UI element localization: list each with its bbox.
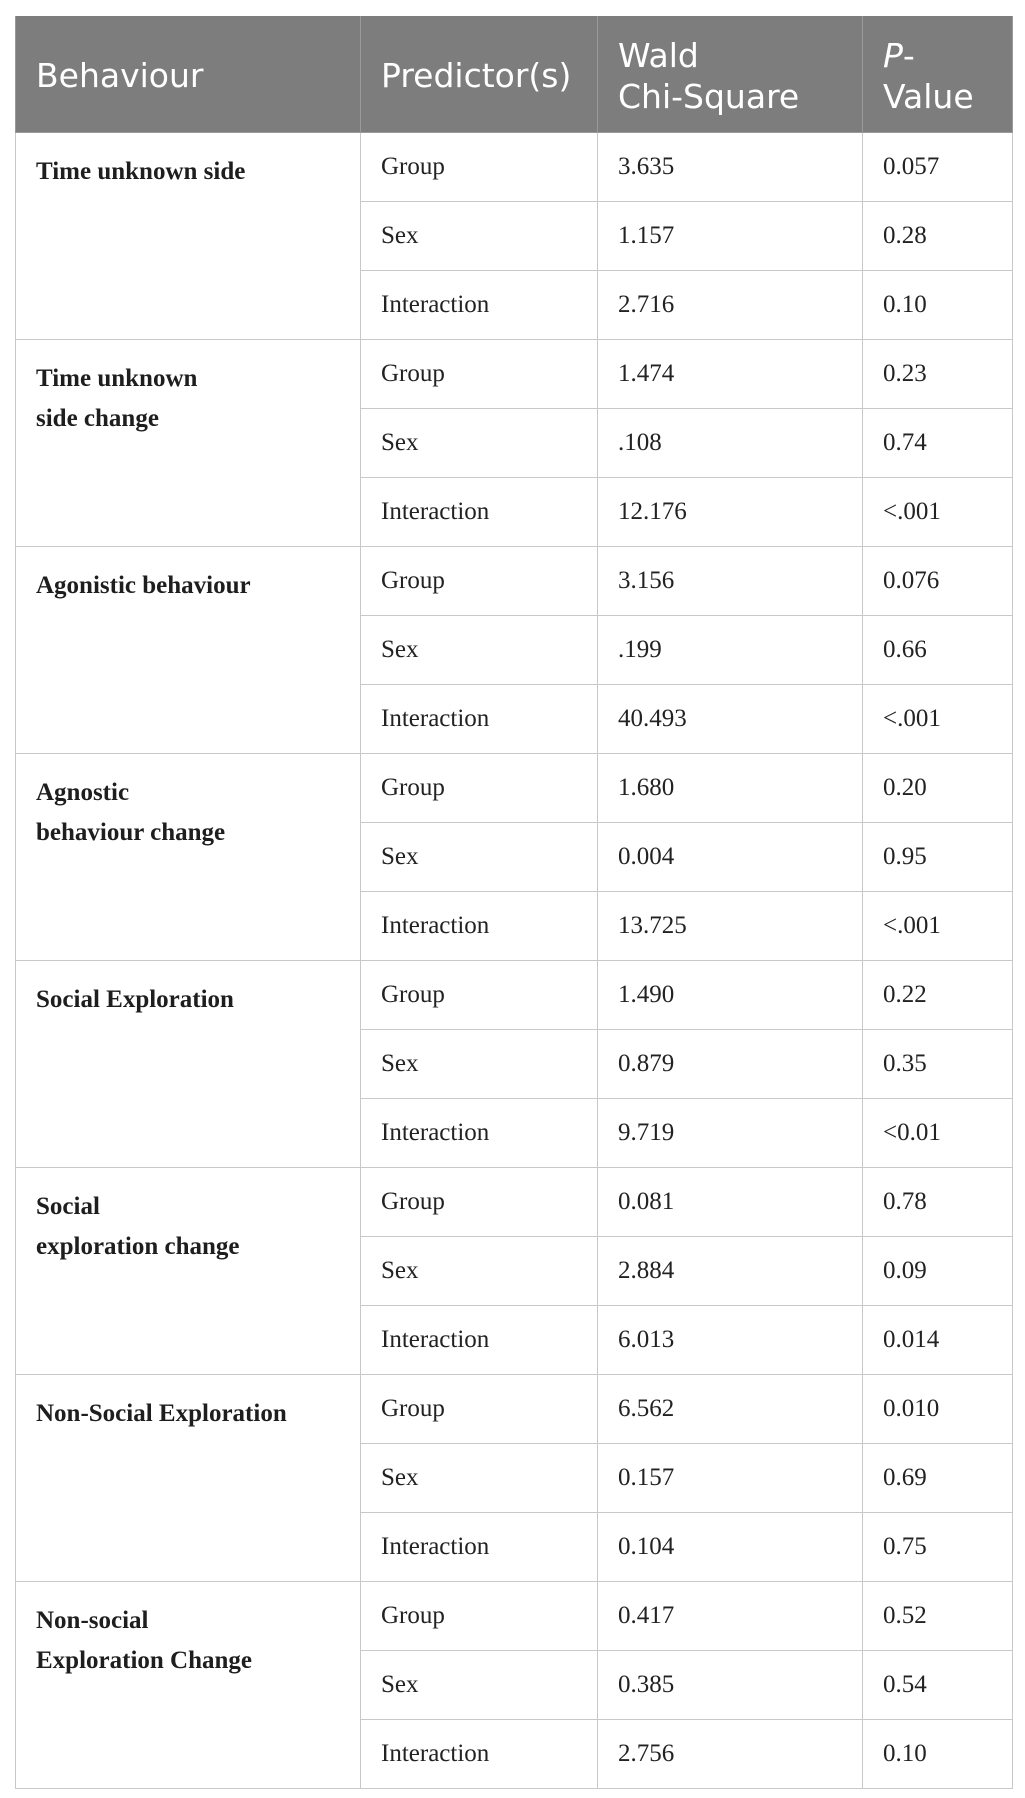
- predictor-cell: Sex: [361, 202, 598, 271]
- p-value-cell: 0.52: [863, 1582, 1013, 1651]
- predictor-cell: Interaction: [361, 478, 598, 547]
- header-behaviour: [16, 16, 361, 133]
- wald-cell: 12.176: [598, 478, 863, 547]
- header-behaviour-label: Behaviour: [36, 56, 204, 95]
- wald-cell: 0.417: [598, 1582, 863, 1651]
- wald-cell: 3.635: [598, 133, 863, 202]
- p-value-cell: 0.66: [863, 616, 1013, 685]
- p-value-cell: 0.23: [863, 340, 1013, 409]
- predictor-cell: Group: [361, 340, 598, 409]
- behaviour-cell: [16, 1375, 361, 1582]
- p-value-cell: <.001: [863, 685, 1013, 754]
- results-table: [15, 16, 1013, 1789]
- p-value-cell: 0.22: [863, 961, 1013, 1030]
- table-row: [16, 340, 1013, 409]
- predictor-cell: Sex: [361, 1444, 598, 1513]
- wald-cell: .108: [598, 409, 863, 478]
- behaviour-label-line: Agnostic: [36, 779, 130, 806]
- wald-cell: 2.884: [598, 1237, 863, 1306]
- wald-cell: 1.490: [598, 961, 863, 1030]
- table-row: [16, 133, 1013, 202]
- table-body: [16, 133, 1013, 1789]
- predictor-cell: Sex: [361, 1651, 598, 1720]
- p-value-cell: 0.78: [863, 1168, 1013, 1237]
- predictor-cell: Sex: [361, 1030, 598, 1099]
- predictor-cell: Group: [361, 1168, 598, 1237]
- header-wald: [598, 16, 863, 133]
- behaviour-label-line: behaviour change: [36, 819, 226, 846]
- behaviour-label-line: Non-social: [36, 1607, 149, 1634]
- predictor-cell: Interaction: [361, 1720, 598, 1789]
- wald-cell: 0.879: [598, 1030, 863, 1099]
- predictor-cell: Interaction: [361, 1099, 598, 1168]
- wald-cell: 9.719: [598, 1099, 863, 1168]
- wald-cell: 0.157: [598, 1444, 863, 1513]
- predictor-cell: Interaction: [361, 685, 598, 754]
- p-value-cell: 0.076: [863, 547, 1013, 616]
- wald-cell: 2.716: [598, 271, 863, 340]
- wald-cell: 0.385: [598, 1651, 863, 1720]
- table-row: [16, 754, 1013, 823]
- predictor-cell: Interaction: [361, 892, 598, 961]
- p-value-cell: 0.20: [863, 754, 1013, 823]
- p-value-cell: 0.010: [863, 1375, 1013, 1444]
- wald-cell: 13.725: [598, 892, 863, 961]
- behaviour-cell: [16, 340, 361, 547]
- behaviour-cell: [16, 547, 361, 754]
- p-value-cell: 0.014: [863, 1306, 1013, 1375]
- header-wald-line1: Wald: [618, 35, 699, 75]
- table-row: [16, 1375, 1013, 1444]
- behaviour-cell: [16, 133, 361, 340]
- behaviour-label-line: exploration change: [36, 1233, 240, 1260]
- p-value-cell: 0.54: [863, 1651, 1013, 1720]
- predictor-cell: Group: [361, 133, 598, 202]
- behaviour-cell: [16, 1582, 361, 1789]
- predictor-cell: Sex: [361, 409, 598, 478]
- wald-cell: 0.004: [598, 823, 863, 892]
- wald-cell: 6.562: [598, 1375, 863, 1444]
- p-value-cell: 0.74: [863, 409, 1013, 478]
- table-row: [16, 1582, 1013, 1651]
- table-row: [16, 961, 1013, 1030]
- header-predictor: [361, 16, 598, 133]
- predictor-cell: Sex: [361, 616, 598, 685]
- table-row: [16, 547, 1013, 616]
- p-value-cell: 0.69: [863, 1444, 1013, 1513]
- header-p-italic: P: [883, 35, 903, 75]
- header-predictor-label: Predictor(s): [381, 56, 572, 95]
- wald-cell: 0.081: [598, 1168, 863, 1237]
- behaviour-label-line: Agonistic behaviour: [36, 572, 251, 599]
- predictor-cell: Group: [361, 1375, 598, 1444]
- wald-cell: 3.156: [598, 547, 863, 616]
- wald-cell: 40.493: [598, 685, 863, 754]
- table-row: [16, 1168, 1013, 1237]
- wald-cell: 0.104: [598, 1513, 863, 1582]
- header-p-dash: -: [902, 35, 915, 75]
- p-value-cell: 0.057: [863, 133, 1013, 202]
- predictor-cell: Group: [361, 754, 598, 823]
- wald-cell: 6.013: [598, 1306, 863, 1375]
- behaviour-label-line: Non-Social Exploration: [36, 1400, 287, 1427]
- predictor-cell: Group: [361, 547, 598, 616]
- predictor-cell: Group: [361, 961, 598, 1030]
- p-value-cell: <.001: [863, 478, 1013, 547]
- behaviour-label-line: Social: [36, 1193, 100, 1220]
- p-value-cell: 0.75: [863, 1513, 1013, 1582]
- predictor-cell: Interaction: [361, 1513, 598, 1582]
- behaviour-label-line: Time unknown side: [36, 158, 246, 185]
- wald-cell: 1.474: [598, 340, 863, 409]
- header-wald-line2: Chi-Square: [618, 76, 800, 116]
- wald-cell: 2.756: [598, 1720, 863, 1789]
- predictor-cell: Sex: [361, 1237, 598, 1306]
- p-value-cell: 0.10: [863, 1720, 1013, 1789]
- table-header: [16, 16, 1013, 133]
- predictor-cell: Interaction: [361, 1306, 598, 1375]
- p-value-cell: <.001: [863, 892, 1013, 961]
- p-value-cell: 0.09: [863, 1237, 1013, 1306]
- header-p-value: [863, 16, 1013, 133]
- wald-cell: 1.680: [598, 754, 863, 823]
- p-value-cell: 0.28: [863, 202, 1013, 271]
- p-value-cell: 0.35: [863, 1030, 1013, 1099]
- behaviour-label-line: Social Exploration: [36, 986, 234, 1013]
- p-value-cell: 0.10: [863, 271, 1013, 340]
- behaviour-cell: [16, 1168, 361, 1375]
- p-value-cell: 0.95: [863, 823, 1013, 892]
- predictor-cell: Group: [361, 1582, 598, 1651]
- header-row: [16, 16, 1013, 133]
- behaviour-label-line: side change: [36, 405, 159, 432]
- behaviour-label-line: Exploration Change: [36, 1647, 253, 1674]
- wald-cell: .199: [598, 616, 863, 685]
- behaviour-label-line: Time unknown: [36, 365, 198, 392]
- behaviour-cell: [16, 961, 361, 1168]
- header-p-line2: Value: [883, 76, 974, 116]
- predictor-cell: Sex: [361, 823, 598, 892]
- predictor-cell: Interaction: [361, 271, 598, 340]
- p-value-cell: <0.01: [863, 1099, 1013, 1168]
- behaviour-cell: [16, 754, 361, 961]
- wald-cell: 1.157: [598, 202, 863, 271]
